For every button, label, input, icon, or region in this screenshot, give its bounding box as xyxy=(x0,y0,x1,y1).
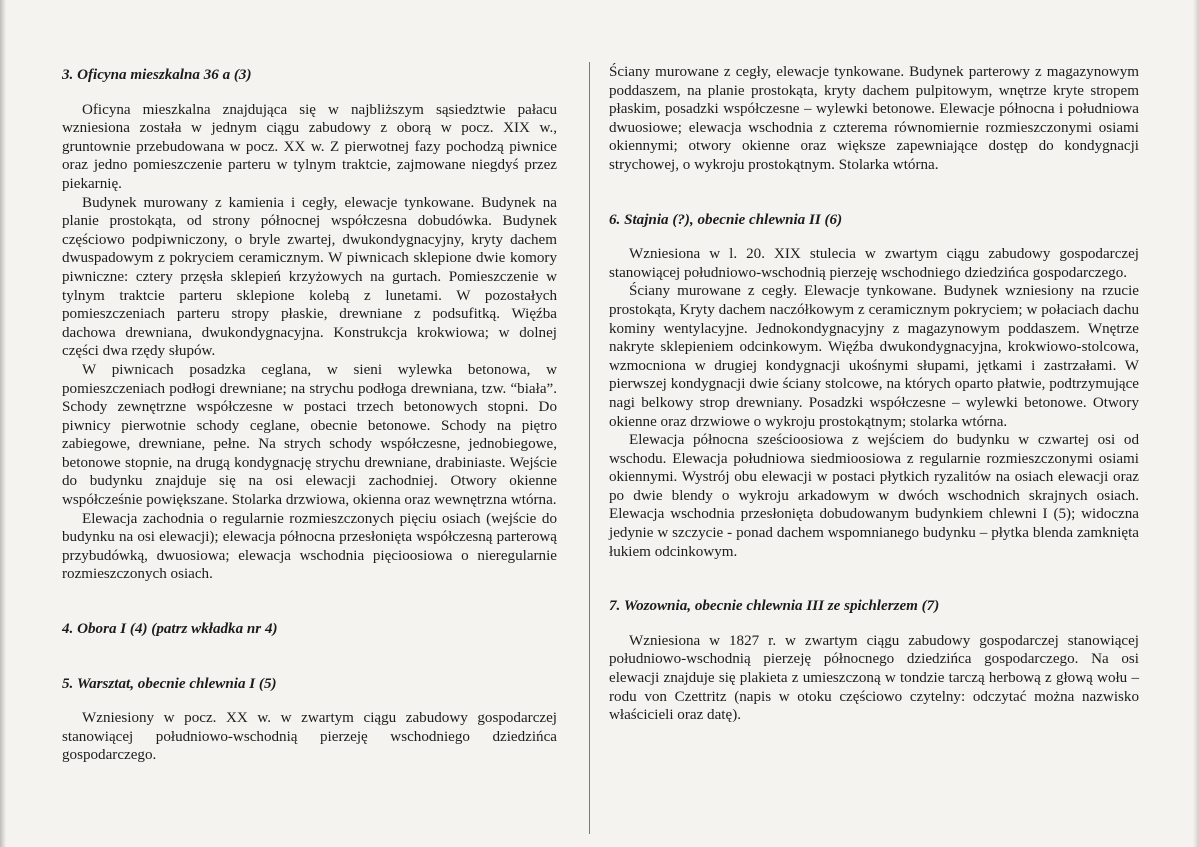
left-column xyxy=(62,66,557,765)
right-column xyxy=(609,63,1139,725)
section-3-paragraph: W piwnicach posadzka ceglana, w sieni wylewka betonowa, w pomieszczeniach podłogi drewniane; na strychu podłoga drewniana, tzw. “biała”. Schody zewnętrzne współczesne w postaci trzech betonowych stopni. Do piwnicy pierwotnie schody ceglane, obecnie betonowe. Schody na piętro zabiegowe, drewniane, pełne. Na strych schody współczesne, jednobiegowe, betonowe stopnie, na drugą kondygnację strychu drewniane, drabiniaste. Wejście do budynku znajduje się na osi elewacji zachodniej. Otwory okienne współcześnie powiększane. Stolarka drzwiowa, okienna oraz wewnętrzna wtórna. xyxy=(62,361,557,509)
section-5-paragraph: Wzniesiony w pocz. XX w. w zwartym ciągu zabudowy gospodarczej stanowiącej południowo-wschodnią pierzeję wschodniego dziedzińca gospodarczego. xyxy=(62,710,557,764)
section-7-heading: 7. Wozownia, obecnie chlewnia III ze spichlerzem (7) xyxy=(609,598,940,615)
section-3-paragraph: Oficyna mieszkalna znajdująca się w najbliższym sąsiedztwie pałacu wzniesiona została w jednym ciągu zabudowy z oborą w pocz. XIX w., gruntownie przebudowana w pocz. XX w. Z pierwotnej fazy pochodzą piwnice oraz jedno pomieszczenie parteru w tylnym traktcie, zajmowane niegdyś przez piekarnię. xyxy=(62,101,557,192)
section-5-continuation: Ściany murowane z cegły, elewacje tynkowane. Budynek parterowy z magazynowym poddaszem, na planie prostokąta, kryty dachem pulpitowym, wnętrze kryte stropem płaskim, posadzki współczesne – wylewki betonowe. Elewacje północna i południowa dwuosiowe; elewacja wschodnia z czterema równomiernie rozmieszczonymi osiami okiennymi; otwory okienne oraz większe zapewniające dostęp do kondygnacji strychowej, o wykroju prostokątnym. Stolarka wtórna. xyxy=(609,64,1139,173)
left-edge-shadow xyxy=(0,0,6,847)
section-6-paragraph: Elewacja północna sześcioosiowa z wejściem do budynku w czwartej osi od wschodu. Elewacja południowa siedmioosiowa z regularnie rozmieszczonymi osiami okiennymi. Wystrój obu elewacji w postaci płytkich ryzalitów na osiach elewacji oraz po dwie blendy o wykroju arkadowym w dwóch wschodnich skrajnych osiach. Elewacja wschodnia przesłonięta dobudowanym budynkiem chlewni I (5); widoczna jedynie w szczycie - ponad dachem wspomnianego budynku – płytka blenda zamknięta łukiem odcinkowym. xyxy=(609,432,1139,560)
section-3-paragraph: Elewacja zachodnia o regularnie rozmieszczonych pięciu osiach (wejście do budynku na osi elewacji); elewacja północna przesłonięta współczesną parterową przybudówką, dwuosiowa; elewacja wschodnia pięcioosiowa o nieregularnie rozmieszczonych osiach. xyxy=(62,510,557,583)
section-5-heading: 5. Warsztat, obecnie chlewnia I (5) xyxy=(62,675,277,692)
section-7-paragraph: Wzniesiona w 1827 r. w zwartym ciągu zabudowy gospodarczej stanowiącej południowo-wschodnią pierzeję północnego dziedzińca gospodarczego. Na osi elewacji znajduje się plakieta z umieszczoną w tondzie tarczą herbową z głową wołu – rodu von Czettritz (napis w otoku częściowo czytelny: odczytać można nazwisko właścicieli oraz datę). xyxy=(609,632,1139,724)
right-edge-shadow xyxy=(1193,0,1199,847)
section-6-paragraph: Ściany murowane z cegły. Elewacje tynkowane. Budynek wzniesiony na rzucie prostokąta, Kryty dachem naczółkowym z ceramicznym pokryciem; w połaciach dachu kominy wentylacyjne. Jednokondygnacyjny z magazynowym poddaszem. Wnętrze nakryte sklepieniem odcinkowym. Więźba dwukondygnacyjna, krokwiowo-stolcowa, wzmocniona w drugiej kondygnacji ukośnymi słupami, jętkami i zastrzałami. W pierwszej kondygnacji dwie ściany stolcowe, na których oparto płatwie, podtrzymujące nagi belkowy strop drewniany. Posadzki współczesne – wylewki betonowe. Otwory okienne oraz drzwiowe o wykroju prostokątnym; stolarka wtórna. xyxy=(609,283,1139,430)
section-6-paragraph: Wzniesiona w l. 20. XIX stulecia w zwartym ciągu zabudowy gospodarczej stanowiącej południowo-wschodnią pierzeję wschodniego dziedzińca gospodarczego. xyxy=(609,246,1139,281)
section-3-heading: 3. Oficyna mieszkalna 36 a (3) xyxy=(62,67,252,83)
section-3-paragraph: Budynek murowany z kamienia i cegły, elewacje tynkowane. Budynek na planie prostokąta, od strony północnej współczesna dobudówka. Budynek częściowo podpiwniczony, o bryle zwartej, dwukondygnacyjny, kryty dachem dwuspadowym z pokryciem ceramicznym. W piwnicach sklepione dwie komory piwniczne: cztery przęsła sklepień krzyżowych na gurtach. Pomieszczenie w tylnym traktcie parteru sklepione kolebą z lunetami. W pozostałych pomieszczeniach parteru stropy płaskie, drewniane z podsufitką. Więźba dachowa drewniana, dwukondygnacyjna. Konstrukcja krokwiowa; w dolnej części dwa rzędy słupów. xyxy=(62,194,557,360)
section-6-heading: 6. Stajnia (?), obecnie chlewnia II (6) xyxy=(609,211,843,228)
section-4-heading: 4. Obora I (4) (patrz wkładka nr 4) xyxy=(62,621,278,638)
